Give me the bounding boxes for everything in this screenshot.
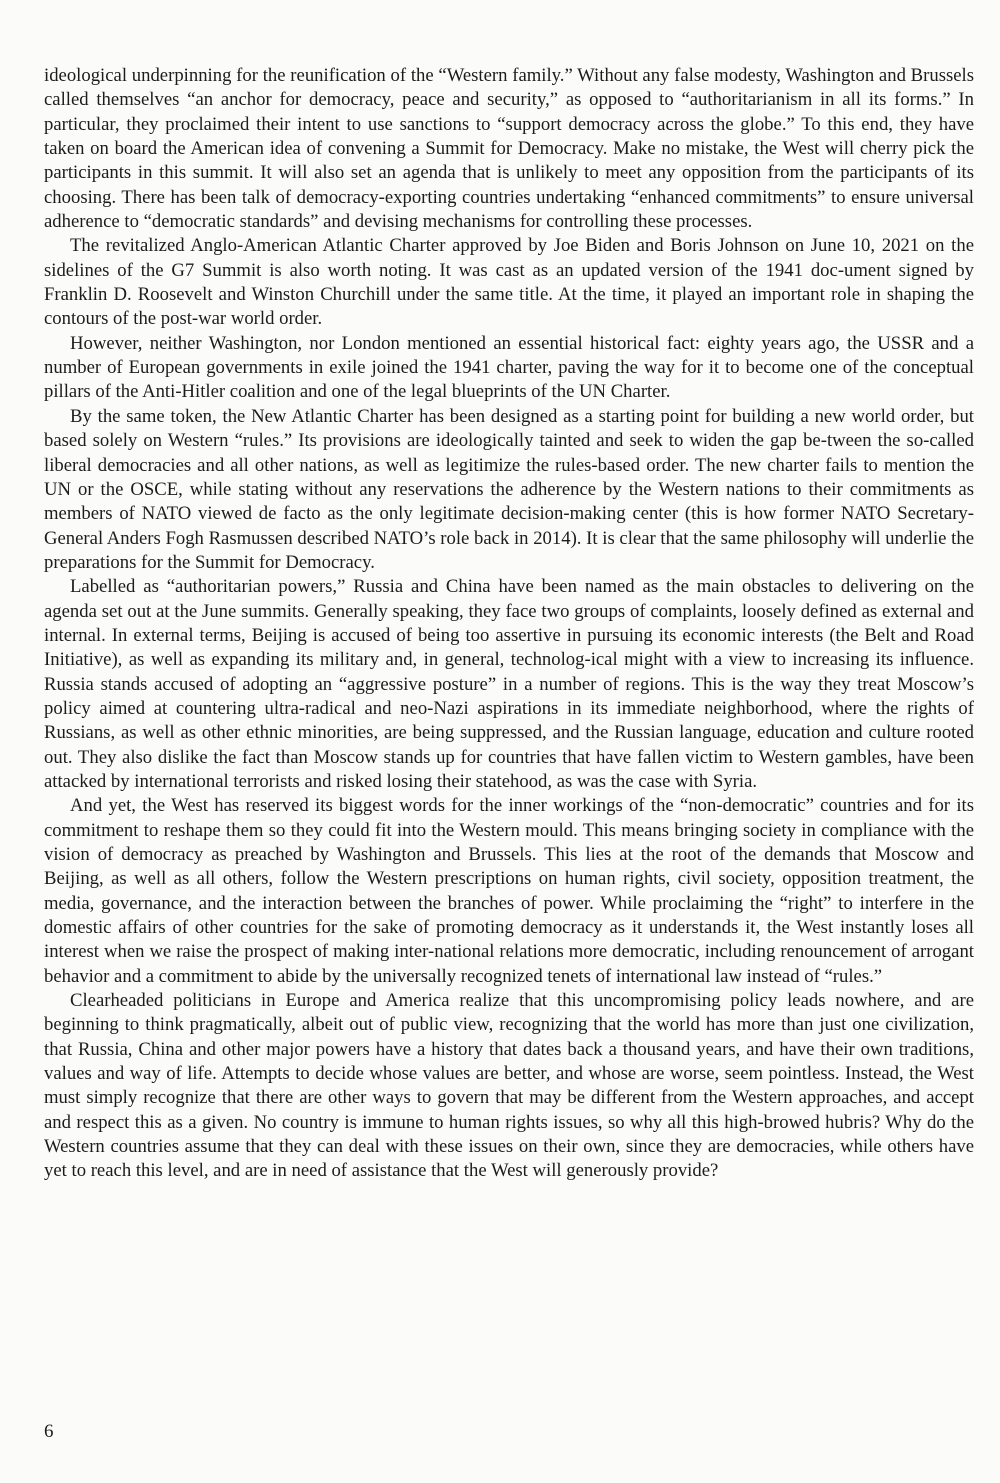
paragraph-pragmatic-politicians: Clearheaded politicians in Europe and America realize that this uncompromising policy leads nowhere, and are beginning to think pragmatically, albeit out of public view, recognizing that the world has more than just one civilization, that Russia, China and other major powers have a history that dates back a thousand years, and have their own traditions, values and way of life. Attempts to decide whose values are better, and whose are worse, seem pointless. Instead, the West must simply recognize that there are other ways to govern that may be different from the Western approaches, and accept and respect this as a given. No country is immune to human rights issues, so why all this high-browed hubris? Why do the Western countries assume that they can deal with these issues on their own, since they are democracies, while others have yet to reach this level, and are in need of assistance that the West will generously provide?	[44, 990, 974, 1182]
paragraph-atlantic-charter: The revitalized Anglo-American Atlantic Charter approved by Joe Biden and Boris Johnson on June 10, 2021 on the sidelines of the G7 Summit is also worth noting. It was cast as an updated version of the 1941 doc-ument signed by Franklin D. Roosevelt and Winston Churchill under the same title. At the time, it played an important role in shaping the contours of the post-war world order.	[44, 235, 974, 330]
body-text	[44, 64, 974, 1184]
paragraph-authoritarian-powers: Labelled as “authoritarian powers,” Russia and China have been named as the main obstacles to delivering on the agenda set out at the June summits. Generally speaking, they face two groups of complaints, loosely defined as external and internal. In external terms, Beijing is accused of being too assertive in pursuing its economic interests (the Belt and Road Initiative), as well as expanding its military and, in general, technolog-ical might with a view to increasing its influence. Russia stands accused of adopting an “aggressive posture” in a number of regions. This is the way they treat Moscow’s policy aimed at countering ultra-radical and neo-Nazi aspirations in its immediate neighborhood, where the rights of Russians, as well as other ethnic minorities, are being suppressed, and the Russian language, education and culture rooted out. They also dislike the fact than Moscow stands up for countries that have fallen victim to Western gambles, have been attacked by international terrorists and risked losing their statehood, as was the case with Syria.	[44, 576, 974, 792]
paragraph-historical-fact: However, neither Washington, nor London mentioned an essential historical fact: eighty years ago, the USSR and a number of European governments in exile joined the 1941 charter, paving the way for it to become one of the conceptual pillars of the Anti-Hitler coalition and one of the legal blueprints of the UN Charter.	[44, 332, 974, 403]
paragraph-new-charter: By the same token, the New Atlantic Charter has been designed as a starting point for building a new world order, but based solely on Western “rules.” Its provisions are ideologically tainted and seek to widen the gap be-tween the so-called liberal democracies and all other nations, as well as legitimize the rules-based order. The new charter fails to mention the UN or the OSCE, while stating without any reservations the adherence by the Western nations to their commitments as members of NATO viewed de facto as the only legitimate decision-making center (this is how former NATO Secretary-General Anders Fogh Rasmussen described NATO’s role back in 2014). It is clear that the same philosophy will underlie the preparations for the Summit for Democracy.	[44, 405, 974, 573]
paragraph-continued: ideological underpinning for the reunification of the “Western family.” Without any false modesty, Washington and Brussels called themselves “an anchor for democracy, peace and security,” as opposed to “authoritarianism in all its forms.” In particular, they proclaimed their intent to use sanctions to “support democracy across the globe.” To this end, they have taken on board the American idea of convening a Summit for Democracy. Make no mistake, the West will cherry pick the participants in this summit. It will also set an agenda that is unlikely to meet any opposition from the participants of its choosing. There has been talk of democracy-exporting countries undertaking “enhanced commitments” to ensure universal adherence to “democratic standards” and devising mechanisms for controlling these processes.	[44, 65, 974, 233]
page-number: 6	[44, 1421, 54, 1442]
paragraph-inner-workings: And yet, the West has reserved its biggest words for the inner workings of the “non-democratic” countries and for its commitment to reshape them so they could fit into the Western mould. This means bringing society in compliance with the vision of democracy as preached by Washington and Brussels. This lies at the root of the demands that Moscow and Beijing, as well as all others, follow the Western prescriptions on human rights, civil society, opposition treatment, the media, governance, and the interaction between the branches of power. While proclaiming the “right” to interfere in the domestic affairs of other countries for the sake of promoting democracy as it understands it, the West instantly loses all interest when we raise the prospect of making inter-national relations more democratic, including renouncement of arrogant behavior and a commitment to abide by the universally recognized tenets of international law instead of “rules.”	[44, 795, 974, 987]
